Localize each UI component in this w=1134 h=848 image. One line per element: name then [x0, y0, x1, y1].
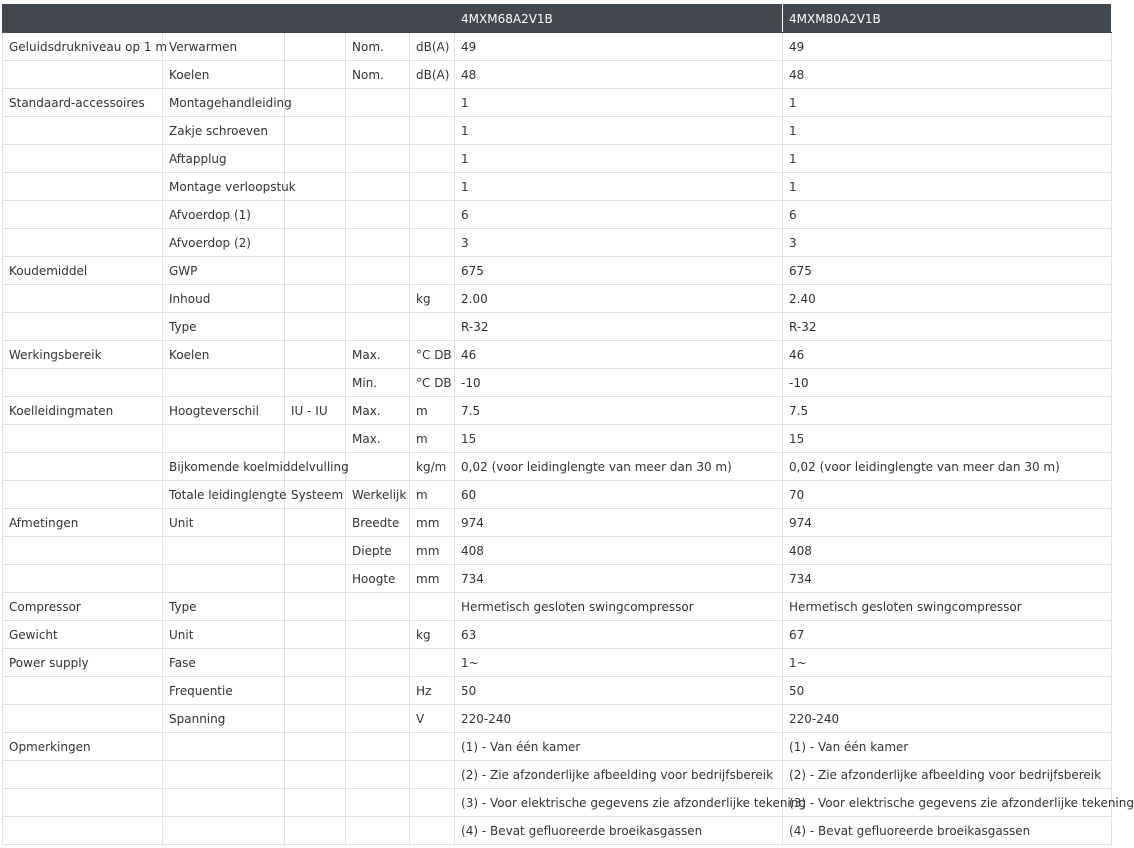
- sub-item-cell: [285, 341, 346, 369]
- item-cell: [163, 565, 285, 593]
- table-row: [3, 173, 1112, 201]
- sub-item-cell: [285, 593, 346, 621]
- model-b-value-cell: 1: [783, 89, 1112, 117]
- category-cell: [3, 145, 163, 173]
- model-b-value-cell: Hermetisch gesloten swingcompressor: [783, 593, 1112, 621]
- item-cell: Type: [163, 313, 285, 341]
- item-cell: [163, 817, 285, 845]
- model-a-value-cell: 1: [455, 173, 783, 201]
- qualifier-cell: [346, 453, 410, 481]
- model-b-value-cell: 408: [783, 537, 1112, 565]
- sub-item-cell: [285, 817, 346, 845]
- unit-cell: mm: [410, 509, 455, 537]
- table-row: [3, 733, 1112, 761]
- model-b-value-cell: 50: [783, 677, 1112, 705]
- sub-item-cell: [285, 677, 346, 705]
- sub-item-cell: [285, 257, 346, 285]
- item-cell: Totale leidinglengte: [163, 481, 285, 509]
- table-row: [3, 397, 1112, 425]
- model-a-value-cell: 1~: [455, 649, 783, 677]
- unit-cell: [410, 173, 455, 201]
- qualifier-cell: [346, 313, 410, 341]
- category-cell: Koelleidingmaten: [3, 397, 163, 425]
- model-a-value-cell: 46: [455, 341, 783, 369]
- model-b-value-cell: (1) - Van één kamer: [783, 733, 1112, 761]
- header-spacer: [3, 5, 455, 33]
- table-row: [3, 817, 1112, 845]
- sub-item-cell: [285, 425, 346, 453]
- model-b-value-cell: (4) - Bevat gefluoreerde broeikasgassen: [783, 817, 1112, 845]
- model-a-value-cell: (3) - Voor elektrische gegevens zie afzonderlijke tekening: [455, 789, 783, 817]
- table-row: [3, 117, 1112, 145]
- model-a-value-cell: 974: [455, 509, 783, 537]
- item-cell: [163, 537, 285, 565]
- table-row: [3, 761, 1112, 789]
- item-cell: Spanning: [163, 705, 285, 733]
- table-row: [3, 677, 1112, 705]
- category-cell: [3, 313, 163, 341]
- item-cell: Montagehandleiding: [163, 89, 285, 117]
- table-row: [3, 33, 1112, 61]
- unit-cell: [410, 817, 455, 845]
- specifications-table: [2, 4, 1134, 845]
- model-a-value-cell: 1: [455, 145, 783, 173]
- model-b-value-cell: 1: [783, 173, 1112, 201]
- table-row: [3, 705, 1112, 733]
- table-row: [3, 537, 1112, 565]
- unit-cell: m: [410, 481, 455, 509]
- model-a-value-cell: 15: [455, 425, 783, 453]
- table-row: [3, 145, 1112, 173]
- unit-cell: V: [410, 705, 455, 733]
- model-a-value-cell: 63: [455, 621, 783, 649]
- unit-cell: kg/m: [410, 453, 455, 481]
- item-cell: Afvoerdop (2): [163, 229, 285, 257]
- model-a-value-cell: 60: [455, 481, 783, 509]
- item-cell: [163, 733, 285, 761]
- unit-cell: Hz: [410, 677, 455, 705]
- item-cell: GWP: [163, 257, 285, 285]
- qualifier-cell: [346, 145, 410, 173]
- model-a-value-cell: Hermetisch gesloten swingcompressor: [455, 593, 783, 621]
- sub-item-cell: Systeem: [285, 481, 346, 509]
- qualifier-cell: [346, 789, 410, 817]
- category-cell: [3, 229, 163, 257]
- unit-cell: [410, 593, 455, 621]
- category-cell: [3, 425, 163, 453]
- qualifier-cell: [346, 761, 410, 789]
- category-cell: Geluidsdrukniveau op 1 m: [3, 33, 163, 61]
- model-a-value-cell: 7.5: [455, 397, 783, 425]
- table-row: [3, 201, 1112, 229]
- item-cell: Hoogteverschil: [163, 397, 285, 425]
- qualifier-cell: Max.: [346, 397, 410, 425]
- item-cell: Zakje schroeven: [163, 117, 285, 145]
- table-body: [3, 33, 1134, 845]
- model-a-value-cell: 6: [455, 201, 783, 229]
- qualifier-cell: Werkelijk: [346, 481, 410, 509]
- model-b-value-cell: 2.40: [783, 285, 1112, 313]
- sub-item-cell: [285, 229, 346, 257]
- item-cell: Frequentie: [163, 677, 285, 705]
- sub-item-cell: [285, 649, 346, 677]
- item-cell: Fase: [163, 649, 285, 677]
- model-b-value-cell: 48: [783, 61, 1112, 89]
- model-b-value-cell: (3) - Voor elektrische gegevens zie afzonderlijke tekening: [783, 789, 1112, 817]
- model-a-value-cell: 0,02 (voor leidinglengte van meer dan 30 m): [455, 453, 783, 481]
- unit-cell: [410, 229, 455, 257]
- model-a-value-cell: 50: [455, 677, 783, 705]
- model-b-value-cell: 15: [783, 425, 1112, 453]
- model-b-value-cell: (2) - Zie afzonderlijke afbeelding voor bedrijfsbereik: [783, 761, 1112, 789]
- unit-cell: [410, 789, 455, 817]
- sub-item-cell: IU - IU: [285, 397, 346, 425]
- unit-cell: mm: [410, 565, 455, 593]
- model-b-value-cell: R-32: [783, 313, 1112, 341]
- unit-cell: [410, 649, 455, 677]
- unit-cell: m: [410, 425, 455, 453]
- unit-cell: kg: [410, 285, 455, 313]
- unit-cell: [410, 201, 455, 229]
- sub-item-cell: [285, 705, 346, 733]
- sub-item-cell: [285, 369, 346, 397]
- qualifier-cell: Min.: [346, 369, 410, 397]
- category-cell: [3, 677, 163, 705]
- model-a-value-cell: 734: [455, 565, 783, 593]
- item-cell: Type: [163, 593, 285, 621]
- qualifier-cell: [346, 621, 410, 649]
- qualifier-cell: Breedte: [346, 509, 410, 537]
- sub-item-cell: [285, 761, 346, 789]
- model-a-value-cell: 48: [455, 61, 783, 89]
- qualifier-cell: [346, 89, 410, 117]
- model-b-value-cell: 974: [783, 509, 1112, 537]
- sub-item-cell: [285, 285, 346, 313]
- model-b-value-cell: 3: [783, 229, 1112, 257]
- qualifier-cell: [346, 229, 410, 257]
- model-a-value-cell: (4) - Bevat gefluoreerde broeikasgassen: [455, 817, 783, 845]
- item-cell: [163, 761, 285, 789]
- category-cell: [3, 565, 163, 593]
- qualifier-cell: Max.: [346, 425, 410, 453]
- table-row: [3, 341, 1112, 369]
- qualifier-cell: [346, 173, 410, 201]
- item-cell: Inhoud: [163, 285, 285, 313]
- item-cell: [163, 789, 285, 817]
- model-b-value-cell: 6: [783, 201, 1112, 229]
- sub-item-cell: [285, 789, 346, 817]
- qualifier-cell: [346, 817, 410, 845]
- table-row: [3, 565, 1112, 593]
- sub-item-cell: [285, 33, 346, 61]
- table-row: [3, 453, 1112, 481]
- model-a-value-cell: 3: [455, 229, 783, 257]
- sub-item-cell: [285, 61, 346, 89]
- unit-cell: [410, 761, 455, 789]
- category-cell: Afmetingen: [3, 509, 163, 537]
- unit-cell: kg: [410, 621, 455, 649]
- category-cell: Compressor: [3, 593, 163, 621]
- table-row: [3, 425, 1112, 453]
- qualifier-cell: [346, 257, 410, 285]
- category-cell: [3, 705, 163, 733]
- unit-cell: dB(A): [410, 61, 455, 89]
- unit-cell: dB(A): [410, 33, 455, 61]
- unit-cell: [410, 89, 455, 117]
- category-cell: Werkingsbereik: [3, 341, 163, 369]
- category-cell: [3, 285, 163, 313]
- model-b-value-cell: 1: [783, 117, 1112, 145]
- table-row: [3, 257, 1112, 285]
- table-row: [3, 509, 1112, 537]
- category-cell: [3, 201, 163, 229]
- sub-item-cell: [285, 537, 346, 565]
- category-cell: [3, 817, 163, 845]
- model-b-value-cell: 675: [783, 257, 1112, 285]
- table-row: [3, 789, 1112, 817]
- item-cell: [163, 369, 285, 397]
- model-a-value-cell: 2.00: [455, 285, 783, 313]
- sub-item-cell: [285, 313, 346, 341]
- sub-item-cell: [285, 89, 346, 117]
- table-row: [3, 593, 1112, 621]
- sub-item-cell: [285, 565, 346, 593]
- qualifier-cell: Max.: [346, 341, 410, 369]
- category-cell: [3, 369, 163, 397]
- table-header-row: [3, 5, 1112, 33]
- unit-cell: [410, 145, 455, 173]
- unit-cell: [410, 313, 455, 341]
- sub-item-cell: [285, 201, 346, 229]
- qualifier-cell: [346, 201, 410, 229]
- item-cell: Aftapplug: [163, 145, 285, 173]
- item-cell: [163, 425, 285, 453]
- category-cell: [3, 481, 163, 509]
- category-cell: [3, 173, 163, 201]
- sub-item-cell: [285, 117, 346, 145]
- category-cell: Standaard-accessoires: [3, 89, 163, 117]
- qualifier-cell: [346, 649, 410, 677]
- category-cell: Opmerkingen: [3, 733, 163, 761]
- table-row: [3, 229, 1112, 257]
- model-b-value-cell: 49: [783, 33, 1112, 61]
- header-model-b: 4MXM80A2V1B: [783, 5, 1112, 33]
- sub-item-cell: [285, 145, 346, 173]
- unit-cell: [410, 257, 455, 285]
- qualifier-cell: [346, 117, 410, 145]
- model-a-value-cell: 675: [455, 257, 783, 285]
- model-b-value-cell: 1~: [783, 649, 1112, 677]
- model-a-value-cell: 408: [455, 537, 783, 565]
- model-a-value-cell: 1: [455, 89, 783, 117]
- category-cell: [3, 61, 163, 89]
- model-b-value-cell: 1: [783, 145, 1112, 173]
- item-cell: Montage verloopstuk: [163, 173, 285, 201]
- item-cell: Unit: [163, 621, 285, 649]
- model-b-value-cell: 0,02 (voor leidinglengte van meer dan 30 m): [783, 453, 1112, 481]
- model-b-value-cell: 220-240: [783, 705, 1112, 733]
- model-b-value-cell: 734: [783, 565, 1112, 593]
- model-a-value-cell: (2) - Zie afzonderlijke afbeelding voor bedrijfsbereik: [455, 761, 783, 789]
- item-cell: Afvoerdop (1): [163, 201, 285, 229]
- qualifier-cell: [346, 705, 410, 733]
- unit-cell: m: [410, 397, 455, 425]
- qualifier-cell: Diepte: [346, 537, 410, 565]
- model-b-value-cell: 70: [783, 481, 1112, 509]
- category-cell: [3, 789, 163, 817]
- table-row: [3, 89, 1112, 117]
- table-row: [3, 61, 1112, 89]
- category-cell: [3, 537, 163, 565]
- table-row: [3, 369, 1112, 397]
- category-cell: [3, 117, 163, 145]
- model-a-value-cell: 49: [455, 33, 783, 61]
- qualifier-cell: [346, 733, 410, 761]
- model-a-value-cell: 220-240: [455, 705, 783, 733]
- item-cell: Bijkomende koelmiddelvulling: [163, 453, 285, 481]
- item-cell: Koelen: [163, 61, 285, 89]
- table-row: [3, 649, 1112, 677]
- qualifier-cell: Nom.: [346, 61, 410, 89]
- table-row: [3, 285, 1112, 313]
- qualifier-cell: [346, 593, 410, 621]
- qualifier-cell: [346, 677, 410, 705]
- header-model-a: 4MXM68A2V1B: [455, 5, 783, 33]
- item-cell: Verwarmen: [163, 33, 285, 61]
- model-a-value-cell: (1) - Van één kamer: [455, 733, 783, 761]
- qualifier-cell: Hoogte: [346, 565, 410, 593]
- model-b-value-cell: -10: [783, 369, 1112, 397]
- qualifier-cell: Nom.: [346, 33, 410, 61]
- sub-item-cell: [285, 733, 346, 761]
- item-cell: Koelen: [163, 341, 285, 369]
- unit-cell: [410, 117, 455, 145]
- model-a-value-cell: 1: [455, 117, 783, 145]
- unit-cell: mm: [410, 537, 455, 565]
- model-a-value-cell: R-32: [455, 313, 783, 341]
- model-b-value-cell: 7.5: [783, 397, 1112, 425]
- table-row: [3, 313, 1112, 341]
- unit-cell: °C DB: [410, 369, 455, 397]
- category-cell: [3, 453, 163, 481]
- unit-cell: °C DB: [410, 341, 455, 369]
- category-cell: Power supply: [3, 649, 163, 677]
- table-row: [3, 621, 1112, 649]
- qualifier-cell: [346, 285, 410, 313]
- table-row: [3, 481, 1112, 509]
- sub-item-cell: [285, 509, 346, 537]
- unit-cell: [410, 733, 455, 761]
- model-b-value-cell: 67: [783, 621, 1112, 649]
- category-cell: [3, 761, 163, 789]
- category-cell: Koudemiddel: [3, 257, 163, 285]
- model-a-value-cell: -10: [455, 369, 783, 397]
- sub-item-cell: [285, 621, 346, 649]
- item-cell: Unit: [163, 509, 285, 537]
- category-cell: Gewicht: [3, 621, 163, 649]
- model-b-value-cell: 46: [783, 341, 1112, 369]
